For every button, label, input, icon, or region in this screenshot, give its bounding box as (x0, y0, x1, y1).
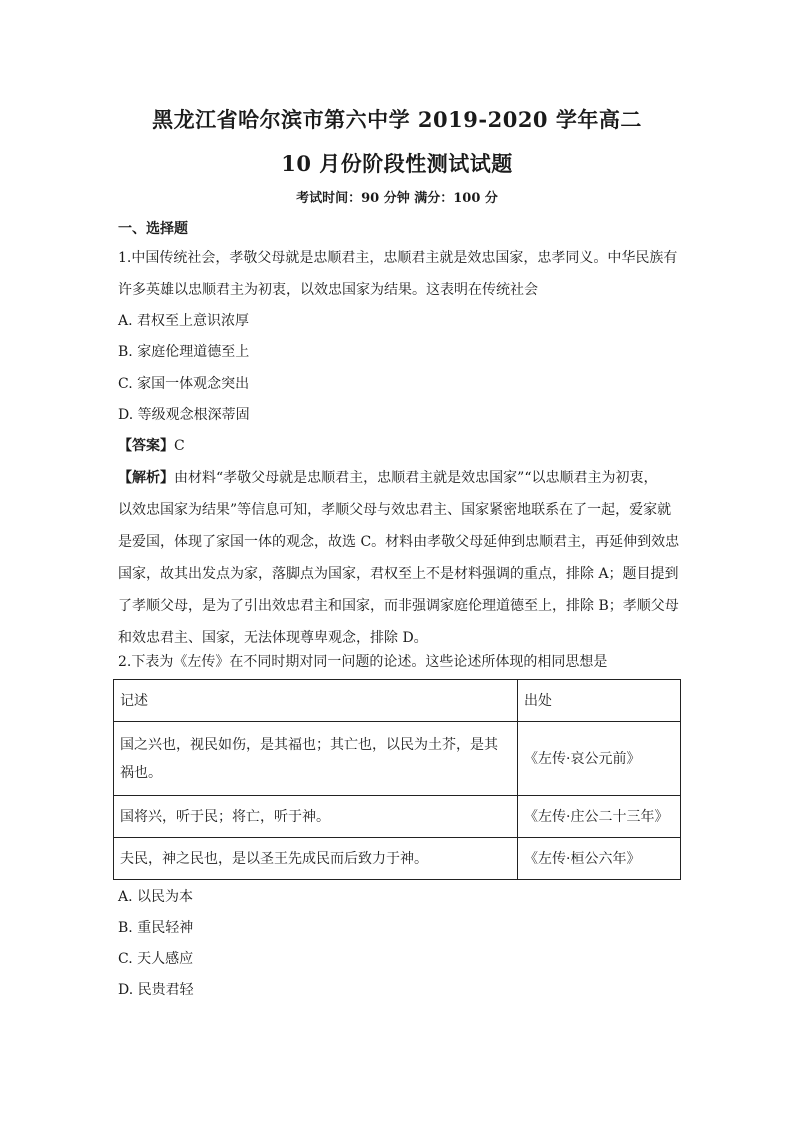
table-header-cell: 出处 (518, 680, 681, 722)
analysis-line-2: 以效忠国家为结果”等信息可知，孝顺父母与效忠君主、国家紧密地联系在了一起，爱家就 (118, 502, 672, 518)
table-header-row (114, 680, 681, 722)
answer-label: 【答案】 (118, 438, 174, 454)
document-title-line2: 10 月份阶段性测试试题 (281, 151, 513, 176)
analysis-line-4: 国家，故其出发点为家，落脚点为国家，君权至上不是材料强调的重点，排除 A；题目提到 (118, 566, 679, 582)
exam-info: 考试时间：90 分钟 满分：100 分 (296, 191, 498, 206)
q1-stem-line2: 许多英雄以忠顺君主为初衷，以效忠国家为结果。这表明在传统社会 (118, 282, 538, 298)
table-cell: 《左传·哀公元前》 (518, 722, 681, 796)
table-cell: 国将兴，听于民；将亡，听于神。 (114, 796, 518, 838)
source-table (113, 679, 681, 880)
q1-option-d: D. 等级观念根深蒂固 (118, 407, 250, 423)
analysis-line-1: 由材料“孝敬父母就是忠顺君主，忠顺君主就是效忠国家”“以忠顺君主为初衷， (174, 470, 658, 486)
q1-option-a: A. 君权至上意识浓厚 (118, 313, 250, 329)
analysis-line-3: 是爱国，体现了家国一体的观念，故选 C。材料由孝敬父母延伸到忠顺君主，再延伸到效忠 (118, 534, 680, 550)
table-cell: 国之兴也，视民如伤，是其福也；其亡也，以民为土芥，是其祸也。 (114, 722, 518, 796)
q1-answer (118, 436, 185, 456)
q2-option-c: C. 天人感应 (118, 951, 194, 967)
q1-stem (118, 242, 686, 306)
q1-option-b: B. 家庭伦理道德至上 (118, 344, 250, 360)
q2-option-d: D. 民贵君轻 (118, 982, 194, 998)
table-cell: 《左传·庄公二十三年》 (518, 796, 681, 838)
q1-analysis (118, 462, 686, 654)
table-header-cell: 记述 (114, 680, 518, 722)
table-cell: 《左传·桓公六年》 (518, 838, 681, 880)
analysis-line-5: 了孝顺父母，是为了引出效忠君主和国家，而非强调家庭伦理道德至上，排除 B；孝顺父母 (118, 598, 679, 614)
analysis-label: 【解析】 (118, 470, 174, 486)
analysis-line-6: 和效忠君主、国家，无法体现尊卑观念，排除 D。 (118, 630, 428, 646)
q1-option-c: C. 家国一体观念突出 (118, 376, 250, 392)
document-title-line1: 黑龙江省哈尔滨市第六中学 2019-2020 学年高二 (152, 107, 642, 132)
q1-stem-line1: 1.中国传统社会，孝敬父母就是忠顺君主，忠顺君主就是效忠国家，忠孝同义。中华民族有 (118, 250, 678, 266)
table-cell: 夫民，神之民也，是以圣王先成民而后致力于神。 (114, 838, 518, 880)
table-row (114, 838, 681, 880)
q2-option-a: A. 以民为本 (118, 889, 194, 905)
table-row (114, 722, 681, 796)
section-heading: 一、选择题 (118, 221, 188, 237)
answer-value: C (174, 438, 185, 454)
table-row (114, 796, 681, 838)
q2-option-b: B. 重民轻神 (118, 920, 194, 936)
q2-stem: 2.下表为《左传》在不同时期对同一问题的论述。这些论述所体现的相同思想是 (118, 654, 608, 670)
